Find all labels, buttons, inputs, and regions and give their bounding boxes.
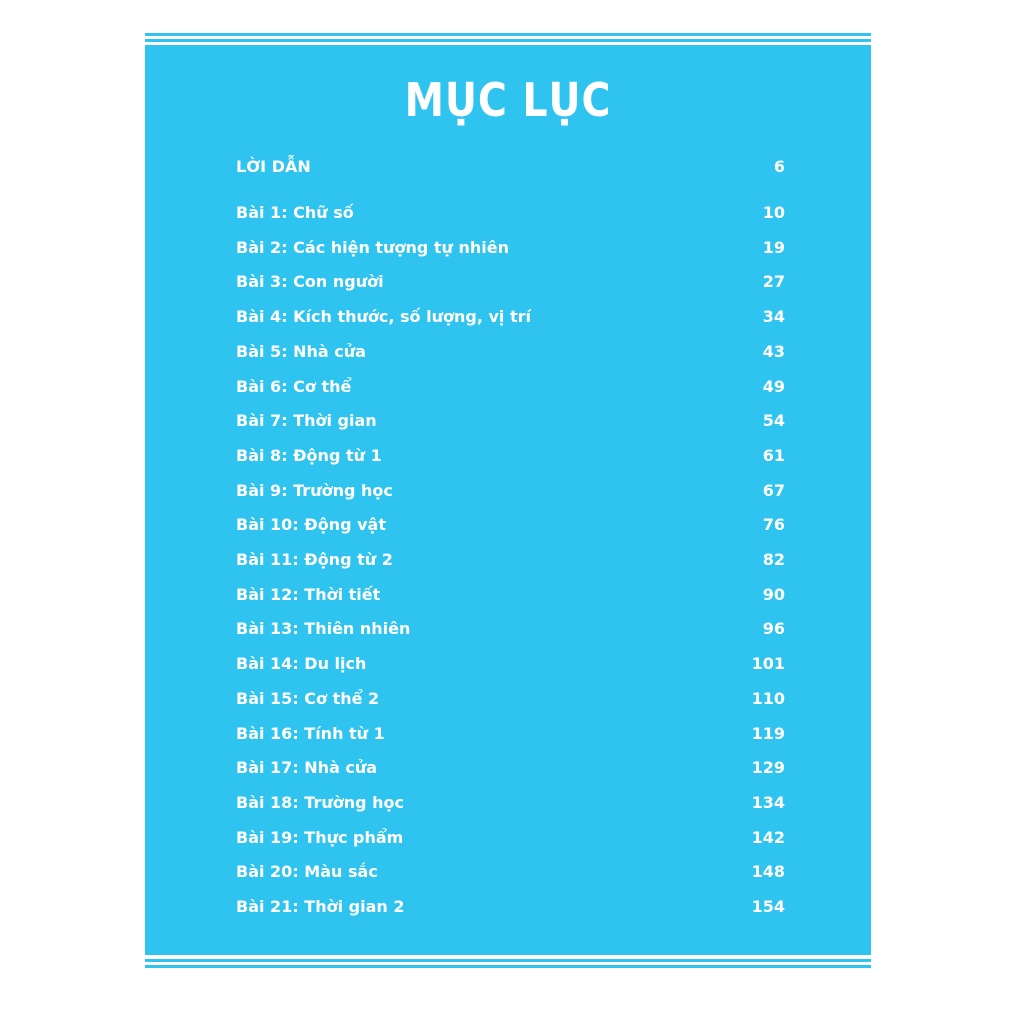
toc-entry-label: Bài 19: Thực phẩm bbox=[236, 828, 404, 847]
toc-entry bbox=[236, 826, 785, 850]
toc-entry-intro bbox=[236, 155, 785, 179]
toc-entry bbox=[236, 756, 785, 780]
toc-entry-label: Bài 1: Chữ số bbox=[236, 203, 354, 222]
toc-entry-label: Bài 7: Thời gian bbox=[236, 411, 377, 430]
toc-entry bbox=[236, 687, 785, 711]
toc-entry-page: 10 bbox=[762, 203, 785, 222]
toc-entry-page: 34 bbox=[762, 307, 785, 326]
toc-entry-label: Bài 16: Tính từ 1 bbox=[236, 724, 385, 743]
toc-entry bbox=[236, 270, 785, 294]
toc-entry-label: LỜI DẪN bbox=[236, 157, 311, 176]
toc-entry-page: 67 bbox=[762, 481, 785, 500]
toc-entry bbox=[236, 236, 785, 260]
toc-entry bbox=[236, 860, 785, 884]
toc-entry-label: Bài 15: Cơ thể 2 bbox=[236, 689, 380, 708]
toc-entry bbox=[236, 201, 785, 225]
toc-entry-page: 148 bbox=[751, 862, 785, 881]
toc-entry-page: 154 bbox=[751, 897, 785, 916]
toc-entry-label: Bài 20: Màu sắc bbox=[236, 862, 378, 881]
toc-entry bbox=[236, 375, 785, 399]
toc-entry-label: Bài 13: Thiên nhiên bbox=[236, 619, 411, 638]
toc-entry-page: 142 bbox=[751, 828, 785, 847]
toc-panel bbox=[145, 45, 871, 955]
toc-entry-page: 54 bbox=[762, 411, 785, 430]
page-title: MỤC LỤC bbox=[404, 73, 612, 127]
toc-entry-label: Bài 6: Cơ thể bbox=[236, 377, 352, 396]
toc-entry bbox=[236, 409, 785, 433]
toc-entry-label: Bài 2: Các hiện tượng tự nhiên bbox=[236, 238, 509, 257]
toc-entry-label: Bài 21: Thời gian 2 bbox=[236, 897, 405, 916]
toc-entry-label: Bài 17: Nhà cửa bbox=[236, 758, 378, 777]
toc-entry-label: Bài 8: Động từ 1 bbox=[236, 446, 382, 465]
toc-entry-page: 129 bbox=[751, 758, 785, 777]
toc-entry-label: Bài 5: Nhà cửa bbox=[236, 342, 366, 361]
toc-entry bbox=[236, 895, 785, 919]
toc-entry bbox=[236, 444, 785, 468]
toc-entry-label: Bài 10: Động vật bbox=[236, 515, 386, 534]
toc-entry-page: 119 bbox=[751, 724, 785, 743]
toc-entry bbox=[236, 652, 785, 676]
toc-entry bbox=[236, 305, 785, 329]
toc-entry-page: 19 bbox=[762, 238, 785, 257]
toc-entry bbox=[236, 617, 785, 641]
toc-entry-label: Bài 14: Du lịch bbox=[236, 654, 367, 673]
toc-entry-page: 90 bbox=[762, 585, 785, 604]
toc-entry-page: 49 bbox=[762, 377, 785, 396]
toc-entry bbox=[236, 479, 785, 503]
toc-entry-page: 82 bbox=[762, 550, 785, 569]
toc-entry-page: 110 bbox=[751, 689, 785, 708]
toc-entry-page: 43 bbox=[762, 342, 785, 361]
toc-entry-page: 6 bbox=[773, 157, 785, 176]
toc-entry-label: Bài 4: Kích thước, số lượng, vị trí bbox=[236, 307, 531, 326]
toc-entry-page: 61 bbox=[762, 446, 785, 465]
toc-entry-label: Bài 18: Trường học bbox=[236, 793, 404, 812]
toc-entry-page: 134 bbox=[751, 793, 785, 812]
toc-entry-page: 101 bbox=[751, 654, 785, 673]
toc-entry bbox=[236, 791, 785, 815]
toc-entry-page: 27 bbox=[762, 272, 785, 291]
toc-entry-page: 76 bbox=[762, 515, 785, 534]
top-rule-inner bbox=[145, 39, 871, 42]
toc-entry bbox=[236, 340, 785, 364]
bottom-rule-inner bbox=[145, 959, 871, 962]
toc-entry bbox=[236, 548, 785, 572]
toc-entry-page: 96 bbox=[762, 619, 785, 638]
toc-entry bbox=[236, 722, 785, 746]
toc-entry-label: Bài 3: Con người bbox=[236, 272, 384, 291]
bottom-rule-outer bbox=[145, 965, 871, 968]
toc-entry-label: Bài 9: Trường học bbox=[236, 481, 393, 500]
toc-entry bbox=[236, 583, 785, 607]
toc-entry bbox=[236, 513, 785, 537]
toc-entry-label: Bài 12: Thời tiết bbox=[236, 585, 381, 604]
top-rule-outer bbox=[145, 33, 871, 36]
toc-entry-label: Bài 11: Động từ 2 bbox=[236, 550, 393, 569]
